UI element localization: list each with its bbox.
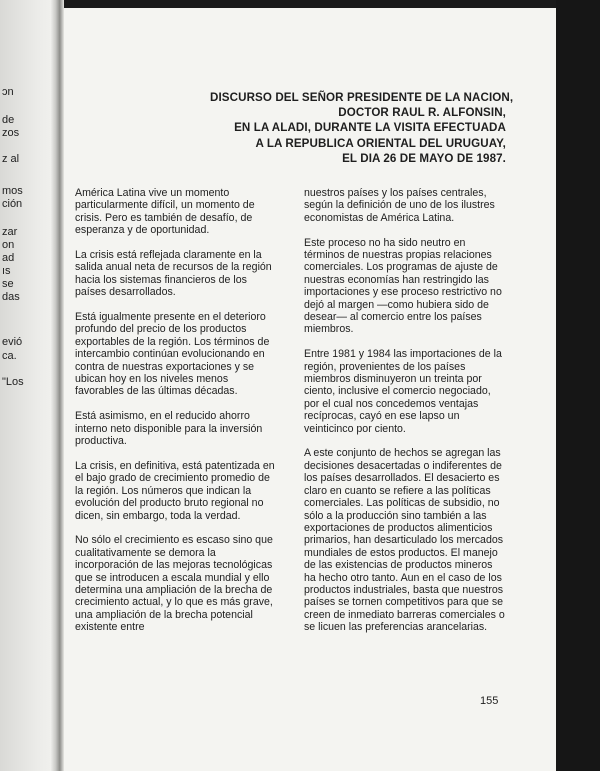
fragment: zos [2, 127, 20, 139]
fragment: "Los [2, 376, 24, 388]
fragment: z al [2, 153, 20, 165]
fragment: ıs [2, 265, 11, 277]
paragraph: Está asimismo, en el reducido ahorro interno neto disponible para la inversión productiva. [75, 410, 263, 448]
fragment: zar [2, 226, 18, 238]
fragment: se [2, 278, 14, 290]
paragraph: Este proceso no ha sido neutro en términos de nuestras propias relaciones comerciales. Los programas de ajuste de nuestras economías han restringido las importaciones y ese proceso restrictivo no dejó al margen —como hubiera sido de desear— al comercio entre los países miembros. [304, 236, 502, 336]
fragment: on [2, 239, 15, 251]
heading-line: DISCURSO DEL SEÑOR PRESIDENTE DE LA NACION, [210, 91, 514, 104]
fragment: mos [2, 185, 23, 197]
page-number: 155 [480, 695, 499, 707]
heading-line: A LA REPUBLICA ORIENTAL DEL URUGUAY, [255, 136, 506, 150]
left-text-column [75, 187, 275, 646]
paragraph: La crisis, en definitiva, está patentizada en el bajo grado de crecimiento promedio de la región. Los números que indican la evolución del producto bruto regional no dicen, sin embargo, toda la verdad. [75, 459, 275, 522]
heading-line: EL DIA 26 DE MAYO DE 1987. [342, 151, 506, 165]
previous-page-fragments [0, 0, 46, 771]
paragraph: A este conjunto de hechos se agregan las decisiones desacertadas o indiferentes de los países desarrollados. El desacierto es claro en cuanto se refiere a las políticas comerciales. Las políticas de subsidio, no sólo a la producción sino también a las exportaciones de productos alimenticios primarios, han desarticulado los mercados mundiales de estos productos. El manejo de las existencias de productos mineros ha hecho otro tanto. Aun en el caso de los productos industriales, basta que nuestros países se tornen competitivos para que se creen de inmediato barreras comerciales o se licuen las preferencias arancelarias. [304, 447, 505, 634]
scan-top-edge [64, 0, 600, 8]
scan-right-edge [556, 0, 600, 771]
fragment: ca. [2, 350, 17, 362]
fragment: ɔn [2, 86, 14, 98]
heading-line: DOCTOR RAUL R. ALFONSIN, [338, 106, 506, 120]
fragment: ad [2, 252, 15, 264]
speech-heading [210, 90, 514, 166]
right-text-column [304, 187, 506, 646]
heading-line: EN LA ALADI, DURANTE LA VISITA EFECTUADA [234, 121, 506, 135]
fragment: de [2, 114, 15, 126]
fragment: das [2, 291, 20, 303]
paragraph: Está igualmente presente en el deterioro profundo del precio de los productos exportables de la región. Los términos de intercambio continúan evolucionando en contra de nuestras exportaciones y se ubican hoy en los niveles menos favorables de las últimas décadas. [75, 311, 270, 398]
paragraph: No sólo el crecimiento es escaso sino que cualitativamente se demora la incorporación de las mejoras tecnológicas que se introducen a escala mundial y ello determina una ampliación de la brecha de crecimiento actual, y lo que es más grave, una ampliación de la brecha potencial existente entre [75, 534, 273, 634]
book-gutter [50, 0, 64, 771]
fragment: ción [2, 198, 23, 210]
paragraph: América Latina vive un momento particularmente difícil, un momento de crisis. Pero es también de desafío, de esperanza y de oportunidad. [75, 187, 255, 237]
fragment: evió [2, 336, 23, 348]
paragraph: nuestros países y los países centrales, según la definición de uno de los ilustres economistas de América Latina. [304, 187, 495, 224]
paragraph: La crisis está reflejada claramente en la salida anual neta de recursos de la región hacia los sistemas financieros de los países desarrollados. [75, 249, 272, 299]
paragraph: Entre 1981 y 1984 las importaciones de la región, provenientes de los países miembros disminuyeron un treinta por ciento, inclusive el comercio negociado, por el cual nos concedemos ventajas recíprocas, cayó en ese lapso un veinticinco por ciento. [304, 348, 502, 435]
